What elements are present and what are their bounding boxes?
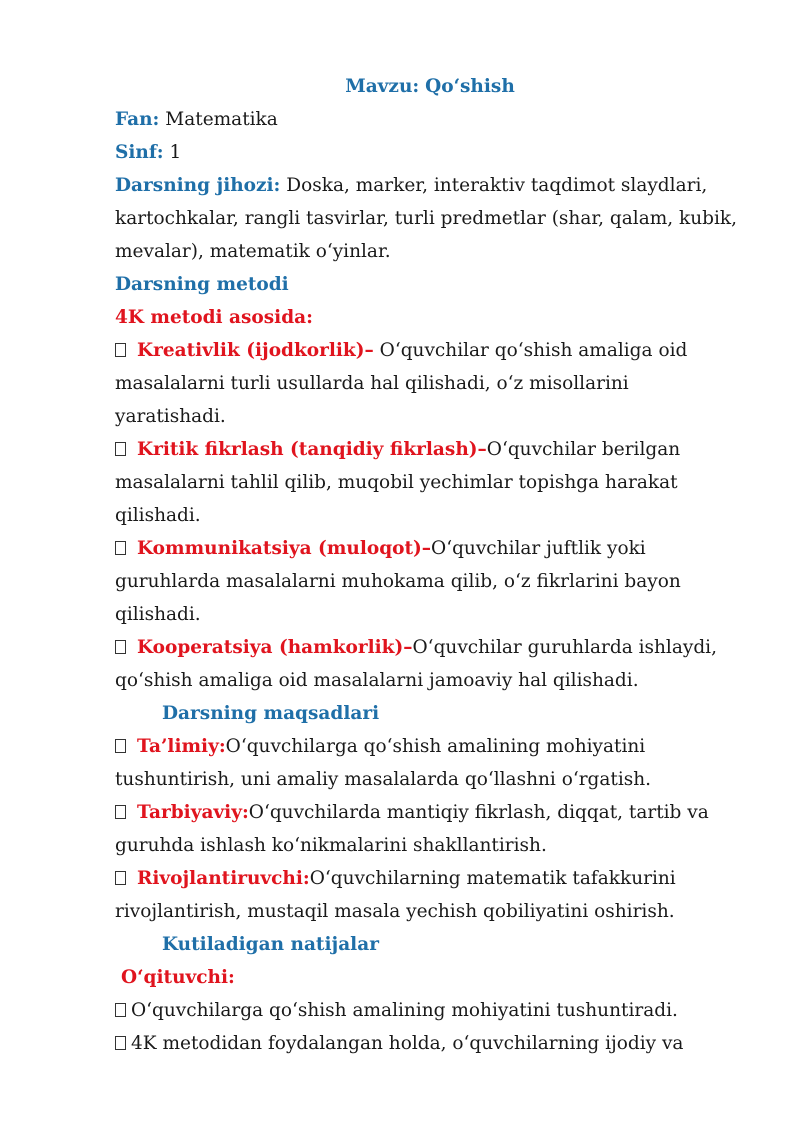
method-heading: Darsning metodi (115, 274, 289, 295)
dash-icon: – (421, 538, 432, 559)
checkbox-bullet-icon (115, 541, 126, 555)
teacher-item-text: O‘quvchilarga qo‘shish amalining mohiyatini tushuntiradi. (131, 1000, 678, 1021)
4k-item (115, 334, 745, 433)
goals-heading: Darsning maqsadlari (162, 703, 380, 724)
checkbox-bullet-icon (115, 343, 126, 357)
subject-value: Matematika (165, 109, 278, 130)
checkbox-bullet-icon (115, 871, 126, 885)
teacher-item (115, 994, 745, 1027)
checkbox-bullet-icon (115, 640, 126, 654)
checkbox-bullet-icon (115, 1036, 126, 1050)
4k-item (115, 631, 745, 697)
4k-item-text: O‘quvchilar berilgan masalalarni tahlil qilib, muqobil yechimlar topishga harakat qilishadi. (115, 439, 681, 526)
subject-label: Fan: (115, 109, 160, 130)
goal-item (115, 796, 745, 862)
goal-item-term: Tarbiyaviy: (137, 802, 249, 823)
goal-item-text: O‘quvchilarning matematik tafakkurini rivojlantirish, mustaqil masala yechish qobiliyatini oshirish. (115, 868, 676, 922)
checkbox-bullet-icon (115, 1003, 126, 1017)
grade-value: 1 (169, 142, 182, 163)
goal-item-term: Ta’limiy: (137, 736, 226, 757)
title-label: Mavzu: (345, 76, 420, 97)
4k-item-text: O‘quvchilar juftlik yoki guruhlarda masalalarni muhokama qilib, o‘z fikrlarini bayon qilishadi. (115, 538, 681, 625)
dash-icon: – (364, 340, 374, 361)
teacher-heading: O‘qituvchi: (121, 967, 235, 988)
4k-item-text: O‘quvchilar guruhlarda ishlaydi, qo‘shish amaliga oid masalalarni jamoaviy hal qilishadi. (115, 637, 717, 691)
goal-item-term: Rivojlantiruvchi: (137, 868, 310, 889)
title-value: Qo‘shish (425, 76, 515, 97)
document-body (115, 70, 745, 1060)
dash-icon: – (403, 637, 413, 658)
goal-item (115, 730, 745, 796)
checkbox-bullet-icon (115, 739, 126, 753)
teacher-item-text: 4K metodidan foydalangan holda, o‘quvchilarning ijodiy va (131, 1033, 684, 1054)
goal-item (115, 862, 745, 928)
4k-item-text: O‘quvchilar qo‘shish amaliga oid masalalarni turli usullarda hal qilishadi, o‘z misollarini yaratishadi. (115, 340, 688, 427)
teacher-item (115, 1027, 745, 1060)
goal-item-text: O‘quvchilarda mantiqiy fikrlash, diqqat, tartib va guruhda ishlash ko‘nikmalarini shakllantirish. (115, 802, 709, 856)
4k-item (115, 433, 745, 532)
checkbox-bullet-icon (115, 442, 126, 456)
equipment-text: Doska, marker, interaktiv taqdimot slaydlari, kartochkalar, rangli tasvirlar, turli predmetlar (shar, qalam, kubik, mevalar), matematik o‘yinlar. (115, 175, 738, 262)
4k-item-term: Kritik fikrlash (tanqidiy fikrlash) (137, 439, 478, 460)
4k-item-term: Kommunikatsiya (muloqot) (137, 538, 422, 559)
goal-item-text: O‘quvchilarga qo‘shish amalining mohiyatini tushuntirish, uni amaliy masalalarda qo‘llashni o‘rgatish. (115, 736, 652, 790)
4k-item-term: Kreativlik (ijodkorlik) (137, 340, 365, 361)
4k-item (115, 532, 745, 631)
4k-heading: 4K metodi asosida: (115, 307, 313, 328)
results-heading: Kutiladigan natijalar (162, 934, 379, 955)
grade-label: Sinf: (115, 142, 164, 163)
equipment-label: Darsning jihozi: (115, 175, 281, 196)
checkbox-bullet-icon (115, 805, 126, 819)
lesson-title (0, 70, 800, 103)
subject-line (115, 103, 745, 136)
grade-line (115, 136, 745, 169)
equipment-paragraph (115, 169, 745, 268)
dash-icon: – (477, 439, 487, 460)
4k-item-term: Kooperatsiya (hamkorlik) (137, 637, 404, 658)
